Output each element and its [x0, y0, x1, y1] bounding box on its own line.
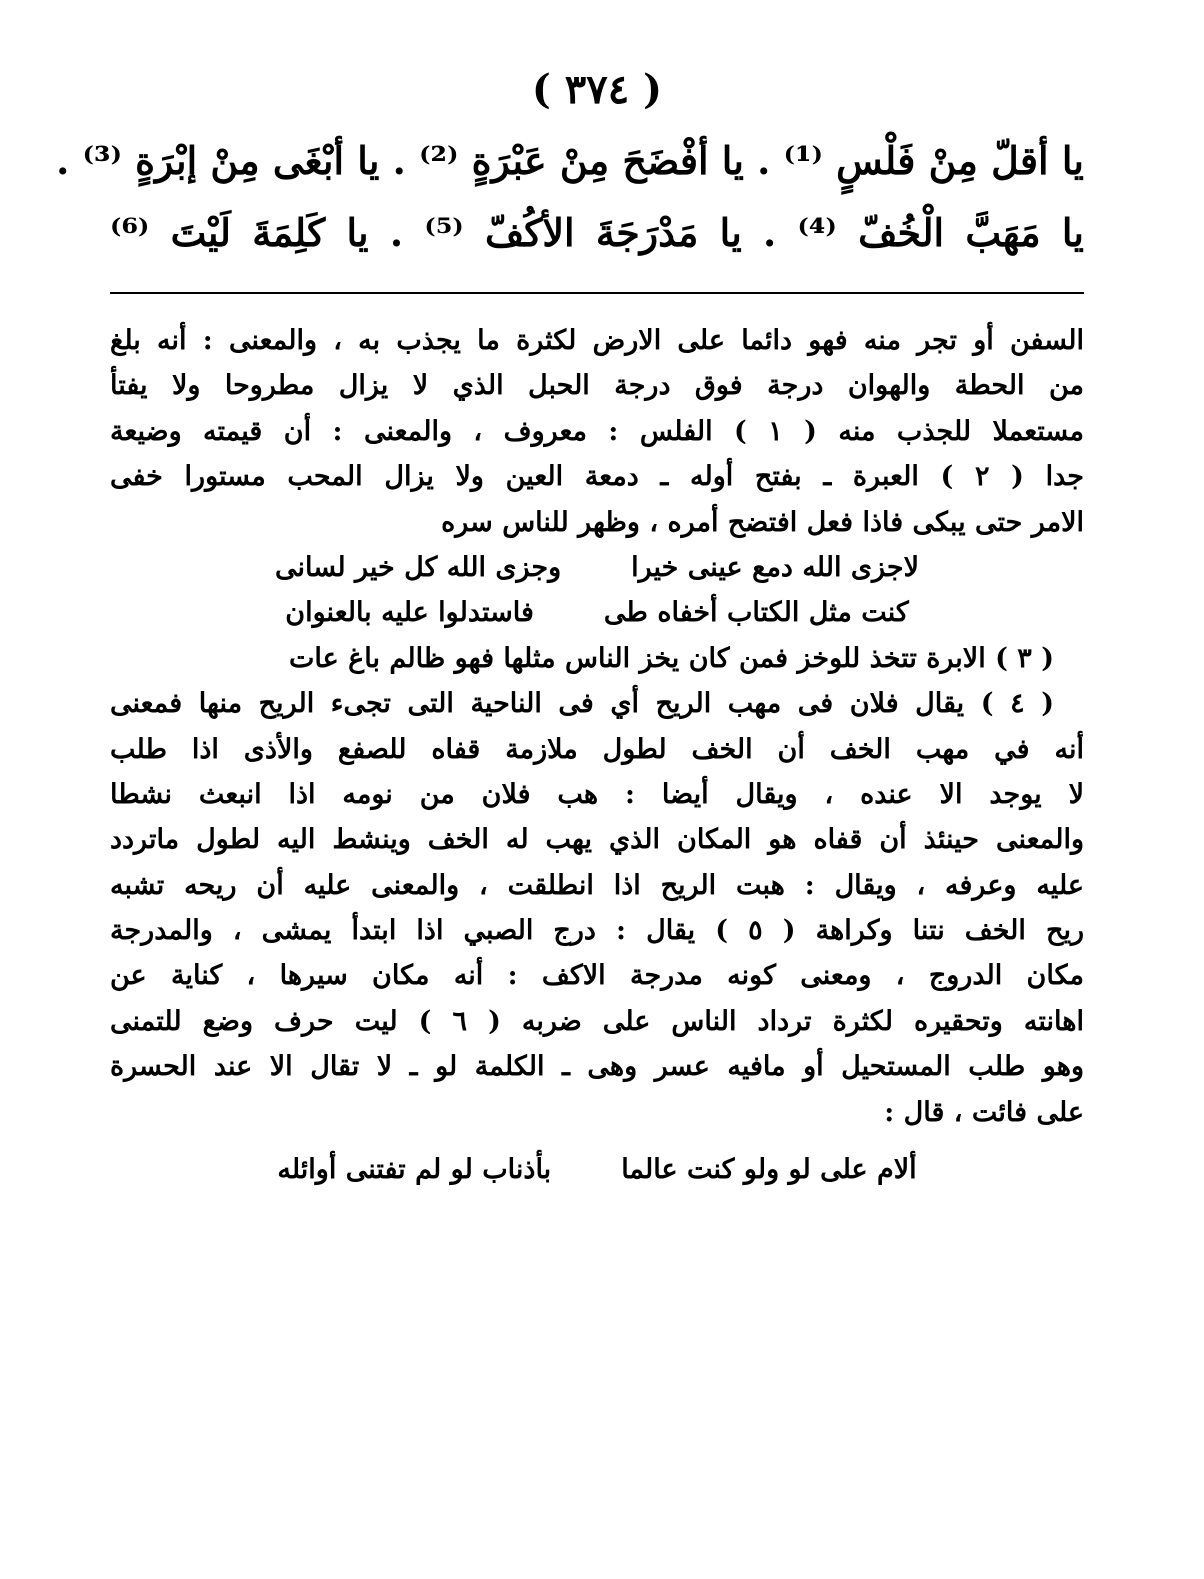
- main-text-line: يا مَهَبَّ الْخُفّ ⁽⁴⁾ . يا مَدْرَجَةَ الأكُفّ ⁽⁵⁾ . يا كَلِمَةَ لَيْتَ ⁽⁶⁾: [110, 210, 1084, 255]
- footnote-line: وهو طلب المستحيل أو مافيه عسر وهى ـ الكلمة لو ـ لا تقال الا عند الحسرة: [110, 1051, 1084, 1083]
- verse-second-half: بأذناب لو لم تفتنى أوائله: [277, 1154, 552, 1186]
- footnote-line: عليه وعرفه ، ويقال : هبت الريح اذا انطلقت ، والمعنى عليه أن ريحه تشبه: [110, 869, 1084, 901]
- poem-verse: [110, 590, 1084, 635]
- footnote-line: والمعنى حينئذ أن قفاه هو المكان الذي يهب له الخف وينشط اليه لطول ماتردد: [110, 824, 1084, 856]
- footnote-line: السفن أو تجر منه فهو دائما على الارض لكثرة ما يجذب به ، والمعنى : أنه بلغ: [110, 325, 1084, 356]
- poem-verse: [110, 1147, 1084, 1192]
- verse-first-half: كنت مثل الكتاب أخفاه طى: [603, 597, 909, 629]
- footnote-line: الامر حتى يبكى فاذا فعل افتضح أمره ، وظهر للناس سره: [441, 506, 1084, 538]
- footnote-line: ريح الخف نتنا وكراهة ( ٥ ) يقال : درج الصبي اذا ابتدأ يمشى ، والمدرجة: [110, 915, 1084, 947]
- footnote-line: اهانته وتحقيره لكثرة ترداد الناس على ضربه ( ٦ ) ليت حرف وضع للتمنى: [110, 1005, 1084, 1037]
- footnote-line: أنه في مهب الخف أن الخف لطول ملازمة قفاه للصفع والأذى اذا طلب: [110, 733, 1084, 765]
- footnote-line: على فائت ، قال :: [884, 1096, 1084, 1128]
- poem-verse: [110, 545, 1084, 590]
- footnotes: [110, 318, 1084, 1192]
- verse-first-half: لاجزى الله دمع عينى خيرا: [631, 551, 919, 583]
- footnote-line: من الحطة والهوان درجة فوق درجة الحبل الذي لا يزال مطروحا ولا يفتأ: [110, 370, 1084, 402]
- main-text: [56, 126, 1084, 270]
- page-number: ( ٣٧٤ ): [531, 66, 663, 113]
- footnote-line: ( ٤ ) يقال فلان فى مهب الريح أي فى الناحية التى تجىء الريح منها فمعنى: [110, 688, 1054, 720]
- verse-second-half: وجزى الله كل خير لسانى: [275, 551, 562, 583]
- verse-second-half: فاستدلوا عليه بالعنوان: [285, 597, 534, 629]
- verse-first-half: ألام على لو ولو كنت عالما: [621, 1154, 917, 1186]
- footnote-line: لا يوجد الا عنده ، ويقال أيضا : هب فلان من نومه اذا انبعث نشطا: [110, 778, 1084, 810]
- footnote-line: مستعملا للجذب منه ( ١ ) الفلس : معروف ، والمعنى : أن قيمته وضيعة: [110, 415, 1084, 447]
- footnote-divider: [110, 292, 1084, 294]
- footnote-line: جدا ( ٢ ) العبرة ـ بفتح أوله ـ دمعة العين ولا يزال المحب مستورا خفى: [110, 461, 1084, 493]
- footnote-line: ( ٣ ) الابرة تتخذ للوخز فمن كان يخز الناس مثلها فهو ظالم باغ عات: [288, 642, 1054, 674]
- main-text-line: يا أقلّ مِنْ فَلْسٍ ⁽¹⁾ . يا أفْضَحَ مِنْ عَبْرَةٍ ⁽²⁾ . يا أبْغَى مِنْ إبْرَةٍ ⁽³⁾ .: [56, 138, 1084, 183]
- footnote-line: مكان الدروج ، ومعنى كونه مدرجة الاكف : أنه مكان سيرها ، كناية عن: [110, 960, 1084, 992]
